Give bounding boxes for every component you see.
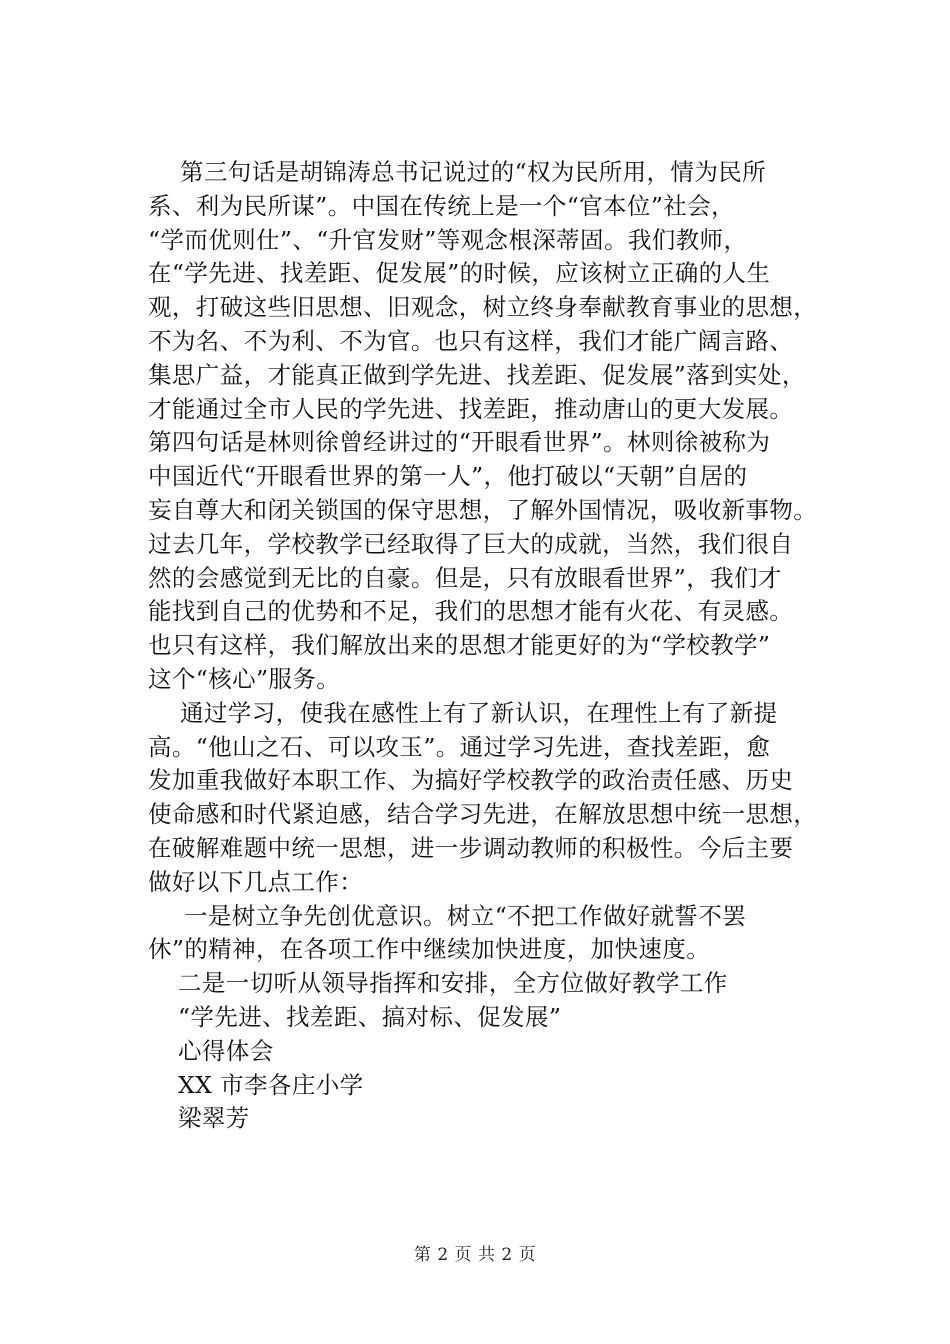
paragraph-line: 在“学先进、找差距、促发展”的时候，应该树立正确的人生 — [148, 259, 771, 288]
paragraph-line: 能找到自己的优势和不足，我们的思想才能有火花、有灵感。 — [148, 597, 794, 626]
page-number-footer: 第 2 页 共 2 页 — [413, 1245, 537, 1265]
essay-title: “学先进、找差距、搞对标、促发展” — [178, 1002, 562, 1031]
paragraph-line: 第四句话是林则徐曾经讲过的“开眼看世界”。林则徐被称为 — [148, 428, 771, 457]
paragraph-line: 过去几年，学校教学已经取得了巨大的成就，当然，我们很自 — [148, 529, 794, 558]
paragraph-line: 二是一切听从领导指挥和安排，全方位做好教学工作 — [178, 969, 728, 998]
paragraph-line: 第三句话是胡锦涛总书记说过的“权为民所用，情为民所 — [180, 158, 767, 186]
paragraph-line: 系、利为民所谋”。中国在传统上是一个“官本位”社会， — [148, 191, 735, 220]
paragraph-line: 观，打破这些旧思想、旧观念，树立终身奉献教育事业的思想， — [148, 293, 818, 322]
paragraph-line: 使命感和时代紧迫感，结合学习先进，在解放思想中统一思想， — [148, 800, 818, 829]
paragraph-line: 也只有这样，我们解放出来的思想才能更好的为“学校教学” — [148, 631, 771, 660]
paragraph-line: 集思广益，才能真正做到学先进、找差距、促发展”落到实处， — [148, 360, 806, 389]
essay-subtitle: 心得体会 — [178, 1036, 274, 1065]
paragraph-line: 休”的精神，在各项工作中继续加快进度，加快速度。 — [148, 935, 711, 964]
paragraph-line: 妄自尊大和闭关锁国的保守思想，了解外国情况，吸收新事物。 — [148, 495, 818, 524]
paragraph-line: 高。“他山之石、可以攻玉”。通过学习先进，查找差距，愈 — [148, 732, 771, 761]
paragraph-line: “学而优则仕”、“升官发财”等观念根深蒂固。我们教师， — [148, 225, 748, 254]
paragraph-line: 中国近代“开眼看世界的第一人”，他打破以“天朝”自居的 — [148, 462, 748, 491]
paragraph-line: 发加重我做好本职工作、为搞好学校教学的政治责任感、历史 — [148, 766, 794, 795]
author-name: 梁翠芳 — [178, 1104, 250, 1133]
paragraph-line: 通过学习，使我在感性上有了新认识，在理性上有了新提 — [180, 698, 778, 727]
school-name: XX 市李各庄小学 — [178, 1070, 364, 1099]
paragraph-line: 一是树立争先创优意识。树立“不把工作做好就誓不罢 — [184, 901, 747, 930]
paragraph-line: 这个“核心”服务。 — [148, 664, 341, 693]
document-body — [148, 156, 838, 1136]
paragraph-line: 在破解难题中统一思想，进一步调动教师的积极性。今后主要 — [148, 833, 794, 862]
paragraph-line: 才能通过全市人民的学先进、找差距，推动唐山的更大发展。 — [148, 394, 794, 423]
paragraph-line: 做好以下几点工作： — [148, 867, 364, 896]
paragraph-line: 不为名、不为利、不为官。也只有这样，我们才能广阔言路、 — [148, 326, 794, 355]
paragraph-line: 然的会感觉到无比的自豪。但是，只有放眼看世界”，我们才 — [148, 563, 782, 592]
